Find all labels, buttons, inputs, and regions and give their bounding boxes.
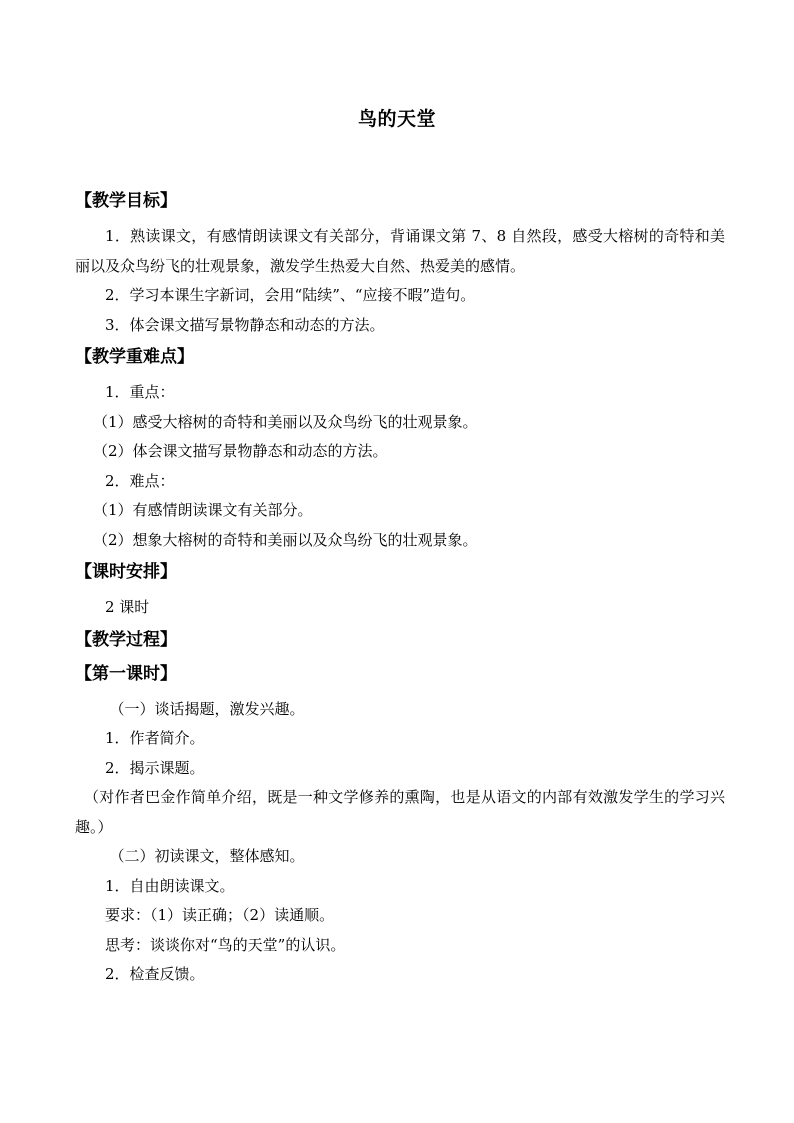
- goal-item: 2．学习本课生字新词，会用“陆续”、“应接不暇”造句。: [105, 286, 476, 304]
- lesson-note: （对作者巴金作简单介绍，既是一种文学修养的熏陶，也是从语文的内部有效激发学生的学习兴趣。）: [75, 788, 725, 836]
- document-body: [75, 184, 725, 990]
- lesson-item: 2．检查反馈。: [105, 965, 205, 983]
- section-heading-lesson-1: 【第一课时】: [75, 663, 177, 684]
- key-point-item: （2）体会课文描写景物静态和动态的方法。: [93, 442, 388, 460]
- key-point-item: （2）想象大榕树的奇特和美丽以及众鸟纷飞的壮观景象。: [93, 530, 478, 549]
- lesson-step: （二）初读课文，整体感知。: [109, 847, 305, 865]
- schedule-text: 2 课时: [105, 598, 150, 616]
- section-heading-key-points: 【教学重难点】: [75, 347, 194, 367]
- section-heading-process: 【教学过程】: [75, 629, 177, 650]
- lesson-step: （一）谈话揭题，激发兴趣。: [109, 699, 305, 718]
- page-title: 鸟的天堂: [357, 108, 436, 130]
- lesson-item: 2．揭示课题。: [105, 758, 205, 777]
- section-heading-goals: 【教学目标】: [75, 191, 177, 211]
- lesson-item: 1．自由朗读课文。: [105, 876, 235, 895]
- key-point-label: 2．难点：: [105, 471, 175, 490]
- lesson-item: 1．作者简介。: [105, 729, 205, 747]
- lesson-item: 思考：谈谈你对“鸟的天堂”的认识。: [105, 935, 346, 954]
- goal-item: 3．体会课文描写景物静态和动态的方法。: [105, 315, 385, 334]
- key-point-item: （1）有感情朗读课文有关部分。: [93, 501, 313, 519]
- lesson-item: 要求：（1）读正确；（2）读通顺。: [105, 906, 335, 924]
- key-point-item: （1）感受大榕树的奇特和美丽以及众鸟纷飞的壮观景象。: [93, 412, 478, 431]
- section-heading-schedule: 【课时安排】: [75, 562, 177, 582]
- key-point-label: 1．重点：: [105, 383, 175, 401]
- goal-item: 1．熟读课文，有感情朗读课文有关部分，背诵课文第 7、8 自然段，感受大榕树的奇特和美丽以及众鸟纷飞的壮观景象，激发学生热爱大自然、热爱美的感情。: [75, 227, 725, 275]
